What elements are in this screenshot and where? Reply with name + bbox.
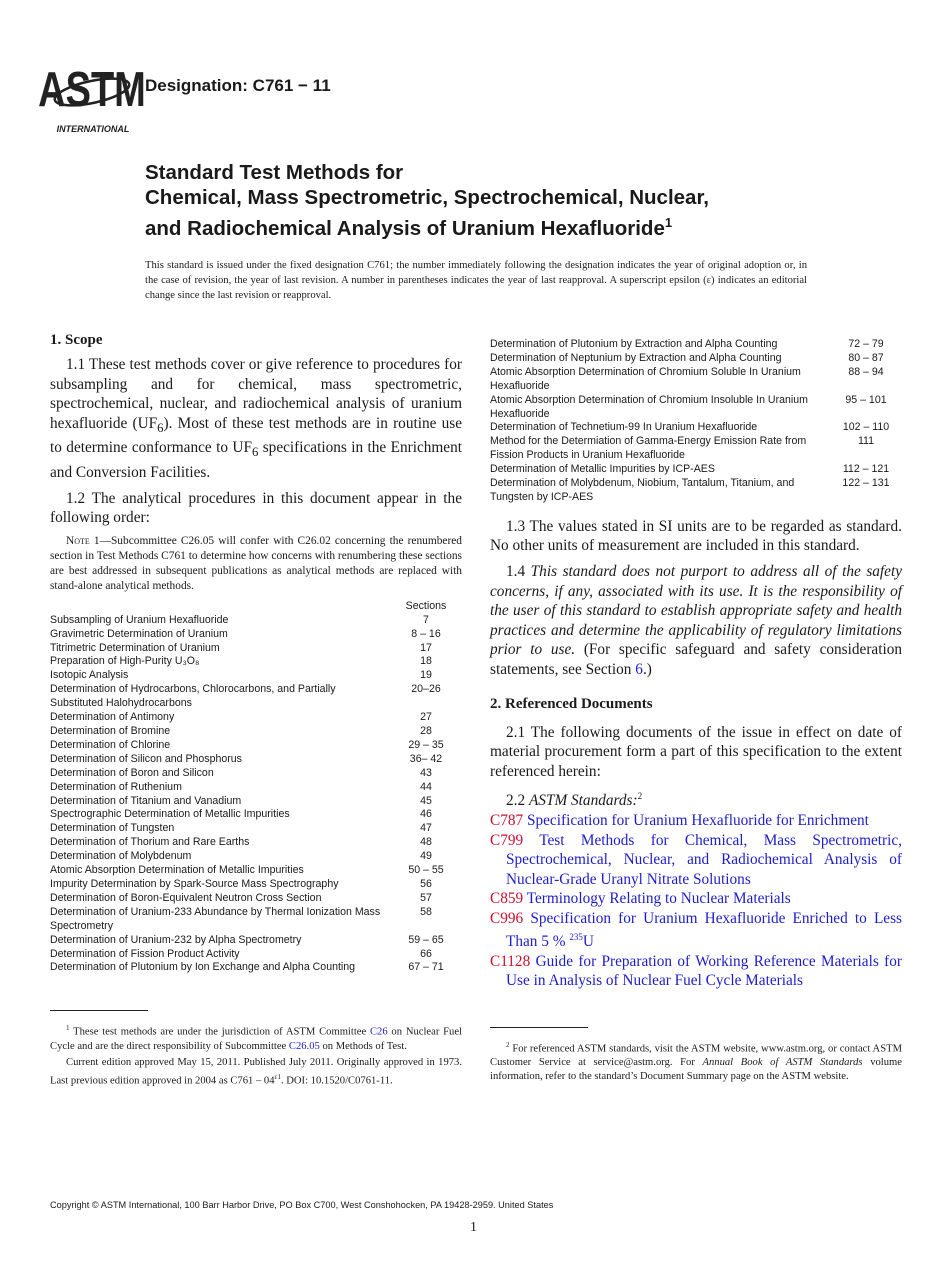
toc-sections: 19 xyxy=(420,669,432,682)
toc-sections: 50 – 55 xyxy=(408,864,444,877)
toc-row xyxy=(490,338,902,352)
toc-row xyxy=(50,892,462,906)
toc-row xyxy=(50,948,462,962)
text: volume information, refer to the standard’s Document Summary page on the ASTM website. xyxy=(490,1057,902,1083)
note-label: Note 1 xyxy=(66,534,100,547)
toc-row xyxy=(50,808,462,822)
designation: Designation: C761 − 11 xyxy=(145,76,331,95)
toc-sections: 43 xyxy=(420,766,432,779)
text: 2.2 xyxy=(506,792,529,810)
text: U xyxy=(582,933,594,951)
toc-row xyxy=(490,477,902,505)
toc-sections: 36– 42 xyxy=(409,752,443,765)
document-title xyxy=(145,160,709,241)
toc-sections: 56 xyxy=(420,877,432,890)
toc-title: Titrimetric Determination of Uranium xyxy=(50,641,220,654)
toc-sections: 29 – 35 xyxy=(408,738,444,751)
sections-table-continued xyxy=(490,338,902,505)
toc-sections: 48 xyxy=(420,836,432,849)
text: . DOI: 10.1520/C0761-11. xyxy=(280,1075,393,1087)
toc-row xyxy=(50,781,462,795)
toc-sections: 66 xyxy=(420,947,432,960)
toc-sections: 44 xyxy=(420,780,432,793)
toc-title: Determination of Boron and Silicon xyxy=(50,766,214,779)
left-column xyxy=(50,332,462,1088)
toc-sections: 28 xyxy=(420,725,432,737)
standard-title[interactable]: Guide for Preparation of Working Reference Materials for Use in Analysis of Nuclear Fuel Cycle Materials xyxy=(506,952,902,990)
toc-sections: 7 xyxy=(423,613,429,626)
text: ). Most of these test methods are in routine use to determine conformance to UF xyxy=(50,414,462,457)
safety-statement: This standard does not purport to address all of the safety concerns, if any, associated with its use. It is the responsibility of the user of this standard to establish appropriate safety and health practices and determine the applicability of regulatory limitations prior to use. xyxy=(490,563,902,659)
toc-title: Determination of Molybdenum, Niobium, Tantalum, Titanium, and Tungsten by ICP-AES xyxy=(490,477,795,503)
toc-title: Determination of Neptunium by Extraction and Alpha Counting xyxy=(490,351,782,364)
toc-title: Determination of Ruthenium xyxy=(50,780,182,793)
toc-title: Determination of Silicon and Phosphorus xyxy=(50,752,242,765)
toc-sections: 58 xyxy=(420,905,432,918)
toc-row xyxy=(50,934,462,948)
standard-title[interactable]: Specification for Uranium Hexafluoride Enriched to Less Than 5 % xyxy=(506,909,902,951)
toc-sections: 112 – 121 xyxy=(842,463,890,476)
toc-title: Determination of Molybdenum xyxy=(50,850,192,863)
text: (For specific safeguard and safety consideration statements, see Section xyxy=(490,641,902,679)
text: Current edition approved May 15, 2011. Published July 2011. Originally approved in 1973. Last previous edition approved in 2004 as C761 – 04 xyxy=(50,1056,462,1087)
toc-row xyxy=(50,906,462,934)
toc-row xyxy=(50,739,462,753)
standard-code[interactable]: C859 xyxy=(490,890,524,908)
referenced-standard[interactable] xyxy=(490,811,902,831)
toc-row xyxy=(50,822,462,836)
footnote-2 xyxy=(490,1038,902,1085)
toc-row xyxy=(50,614,462,628)
title-line: Chemical, Mass Spectrometric, Spectrochemical, Nuclear, xyxy=(145,186,709,209)
toc-title: Determination of Hydrocarbons, Chlorocarbons, and Partially Substituted Halohydrocarbons xyxy=(50,683,336,710)
toc-row xyxy=(50,628,462,642)
note-text: —Subcommittee C26.05 will confer with C26.02 concerning the renumbered section in Test Methods C761 to determine how concerns with renumbering these sections are best addressed in subsequent publications as analytical methods are replaced with stand-alone analytical methods. xyxy=(50,534,462,592)
referenced-standards-list xyxy=(490,811,902,991)
standard-code[interactable]: C1128 xyxy=(490,952,531,970)
referenced-standard[interactable] xyxy=(490,952,902,991)
toc-row xyxy=(50,642,462,656)
toc-row xyxy=(50,961,462,975)
toc-title: Determination of Thorium and Rare Earths xyxy=(50,836,250,849)
standard-code[interactable]: C996 xyxy=(490,909,524,927)
title-line xyxy=(145,210,709,241)
toc-row xyxy=(50,669,462,683)
referenced-standard[interactable] xyxy=(490,889,902,909)
toc-row xyxy=(490,463,902,477)
toc-sections: 67 – 71 xyxy=(408,961,444,974)
paragraph-1-2: 1.2 The analytical procedures in this document appear in the following order: xyxy=(50,489,462,527)
toc-title: Determination of Plutonium by Ion Exchange and Alpha Counting xyxy=(50,961,356,974)
paragraph-1-3: 1.3 The values stated in SI units are to be regarded as standard. No other units of measurement are included in this standard. xyxy=(490,517,902,555)
text: ASTM Standards: xyxy=(528,792,638,810)
superscript: 235 xyxy=(569,932,583,943)
section-heading-scope: 1. Scope xyxy=(50,332,103,348)
footnote-1 xyxy=(50,1021,462,1088)
toc-title: Determination of Metallic Impurities by ICP-AES xyxy=(490,463,715,476)
text: specifications in the Enrichment and Conversion Facilities. xyxy=(50,439,462,482)
subcommittee-link[interactable]: C26.05 xyxy=(288,1040,320,1052)
toc-title: Spectrographic Determination of Metallic Impurities xyxy=(50,808,290,821)
toc-sections: 17 xyxy=(420,641,432,654)
toc-row xyxy=(50,753,462,767)
toc-row xyxy=(50,878,462,892)
toc-row xyxy=(50,795,462,809)
toc-sections: 102 – 110 xyxy=(842,421,890,434)
text: For referenced ASTM standards, visit the ASTM website, www.astm.org, or contact ASTM Customer Service at service@astm.org. For xyxy=(490,1043,902,1069)
toc-sections: 59 – 65 xyxy=(408,933,444,946)
toc-row xyxy=(50,864,462,878)
toc-title: Atomic Absorption Determination of Chromium Soluble In Uranium Hexafluoride xyxy=(490,365,801,392)
footnote-divider xyxy=(50,1010,148,1011)
toc-title: Determination of Titanium and Vanadium xyxy=(50,794,242,807)
toc-title: Determination of Bromine xyxy=(50,725,171,737)
intro-paragraph: This standard is issued under the fixed designation C761; the number immediately following the designation indicates the year of original adoption or, in the case of revision, the year of last revision. A number in parentheses indicates the year of last reapproval. A superscript epsilon (ε) indicates an editorial change since the last revision or reapproval. xyxy=(145,260,807,301)
svg-text:INTERNATIONAL: INTERNATIONAL xyxy=(56,124,130,134)
footnote-edition xyxy=(50,1056,462,1089)
standard-title[interactable]: Terminology Relating to Nuclear Materials xyxy=(526,890,791,908)
copyright: Copyright © ASTM International, 100 Barr Harbor Drive, PO Box C700, West Conshohocken, PA 19428-2959. United States xyxy=(50,1200,554,1210)
standard-title[interactable]: Specification for Uranium Hexafluoride for Enrichment xyxy=(526,812,869,830)
toc-sections: 20–26 xyxy=(411,683,441,696)
toc-sections: 46 xyxy=(420,808,432,821)
footnote-mark: 1 xyxy=(66,1024,70,1033)
toc-sections: 111 xyxy=(857,435,875,448)
committee-link[interactable]: C26 xyxy=(369,1026,388,1038)
text: These test methods are under the jurisdiction of ASTM Committee xyxy=(69,1026,370,1038)
toc-sections: 122 – 131 xyxy=(842,477,890,490)
section-heading-referenced-documents: 2. Referenced Documents xyxy=(490,695,653,712)
toc-title: Determination of Uranium-233 Abundance by Thermal Ionization Mass Spectrometry xyxy=(50,905,381,932)
right-column xyxy=(490,338,902,1084)
referenced-standard[interactable] xyxy=(490,831,902,890)
toc-row xyxy=(50,725,462,739)
toc-sections: 72 – 79 xyxy=(848,338,884,350)
toc-row xyxy=(490,435,902,463)
toc-title: Determination of Technetium-99 In Uranium Hexafluoride xyxy=(490,421,758,434)
toc-sections: 8 – 16 xyxy=(411,627,441,640)
toc-title: Isotopic Analysis xyxy=(50,669,129,682)
toc-title: Determination of Tungsten xyxy=(50,822,175,835)
toc-row xyxy=(490,421,902,435)
toc-row xyxy=(50,711,462,725)
toc-sections: 80 – 87 xyxy=(848,351,884,364)
standard-title[interactable]: Test Methods for Chemical, Mass Spectrometric, Spectrochemical, Nuclear, and Radiochemical Analysis of Nuclear-Grade Uranyl Nitrate Solutions xyxy=(506,831,902,888)
page-number: 1 xyxy=(470,1220,477,1235)
toc-title: Method for the Determiation of Gamma-Energy Emission Rate from Fission Products in Uranium Hexafluoride xyxy=(490,435,807,462)
toc-row xyxy=(50,767,462,781)
section-6-link[interactable]: 6 xyxy=(635,661,643,679)
toc-title: Atomic Absorption Determination of Chromium Insoluble In Uranium Hexafluoride xyxy=(490,393,808,420)
toc-row xyxy=(490,352,902,366)
paragraph-2-1: 2.1 The following documents of the issue in effect on date of material procurement form a part of this specification to the extent referenced herein: xyxy=(490,723,902,780)
text: Annual Book of ASTM Standards xyxy=(702,1057,863,1069)
paragraph-1-1 xyxy=(50,355,462,483)
standard-code[interactable]: C787 xyxy=(490,812,524,830)
title-text: and Radiochemical Analysis of Uranium Hexafluoride xyxy=(145,216,665,240)
text: 1.1 These test methods cover or give reference to procedures for subsampling and for chemical, mass spectrometric, spectrochemical, nuclear, and radiochemical analysis of uranium hexafluoride (UF xyxy=(50,356,462,432)
toc-sections: 88 – 94 xyxy=(848,365,884,378)
toc-row xyxy=(50,836,462,850)
toc-sections: 57 xyxy=(420,891,432,904)
subscript: 6 xyxy=(157,420,164,435)
paragraph-1-4 xyxy=(490,562,902,680)
footnote-mark: 2 xyxy=(506,1040,510,1049)
subscript: 6 xyxy=(251,445,259,460)
title-line: Standard Test Methods for xyxy=(145,161,404,184)
superscript: ε1 xyxy=(274,1072,281,1081)
paragraph-2-2 xyxy=(490,787,902,811)
note-1 xyxy=(50,534,462,594)
toc-sections: 49 xyxy=(420,850,432,863)
toc-title: Determination of Chlorine xyxy=(50,738,171,751)
toc-row xyxy=(50,683,462,711)
text: on Nuclear Fuel Cycle and are the direct responsibility of Subcommittee xyxy=(50,1026,462,1052)
toc-row xyxy=(490,394,902,422)
text: .) xyxy=(642,661,652,679)
toc-sections: 18 xyxy=(420,655,432,668)
footnote-text xyxy=(50,1021,462,1054)
toc-title: Determination of Fission Product Activity xyxy=(50,947,240,960)
toc-title: Atomic Absorption Determination of Metallic Impurities xyxy=(50,864,304,877)
svg-text:ASTM: ASTM xyxy=(38,62,146,118)
footnote-ref[interactable]: 1 xyxy=(664,215,673,230)
toc-title: Subsampling of Uranium Hexafluoride xyxy=(50,613,229,626)
sections-header: Sections xyxy=(405,599,447,612)
standard-code[interactable]: C799 xyxy=(490,831,524,849)
toc-row xyxy=(50,655,462,669)
astm-logo xyxy=(38,62,146,134)
toc-row xyxy=(490,366,902,394)
sections-table xyxy=(50,600,462,975)
toc-title: Determination of Antimony xyxy=(50,711,175,724)
toc-row xyxy=(50,850,462,864)
toc-title: Determination of Plutonium by Extraction and Alpha Counting xyxy=(490,338,778,350)
toc-sections: 27 xyxy=(420,711,432,724)
toc-sections: 95 – 101 xyxy=(845,393,887,406)
toc-title: Determination of Boron-Equivalent Neutron Cross Section xyxy=(50,891,322,904)
text: 1.4 xyxy=(506,563,531,581)
toc-sections: 47 xyxy=(420,822,432,835)
toc-sections: 45 xyxy=(420,794,432,807)
referenced-standard[interactable] xyxy=(490,909,902,952)
toc-title: Impurity Determination by Spark-Source Mass Spectrography xyxy=(50,877,339,890)
toc-title: Gravimetric Determination of Uranium xyxy=(50,627,228,640)
toc-title: Preparation of High-Purity U₃O₈ xyxy=(50,655,200,668)
toc-title: Determination of Uranium-232 by Alpha Spectrometry xyxy=(50,933,302,946)
text: on Methods of Test. xyxy=(319,1040,407,1052)
footnote-divider xyxy=(490,1027,588,1028)
footnote-ref[interactable]: 2 xyxy=(637,791,643,802)
